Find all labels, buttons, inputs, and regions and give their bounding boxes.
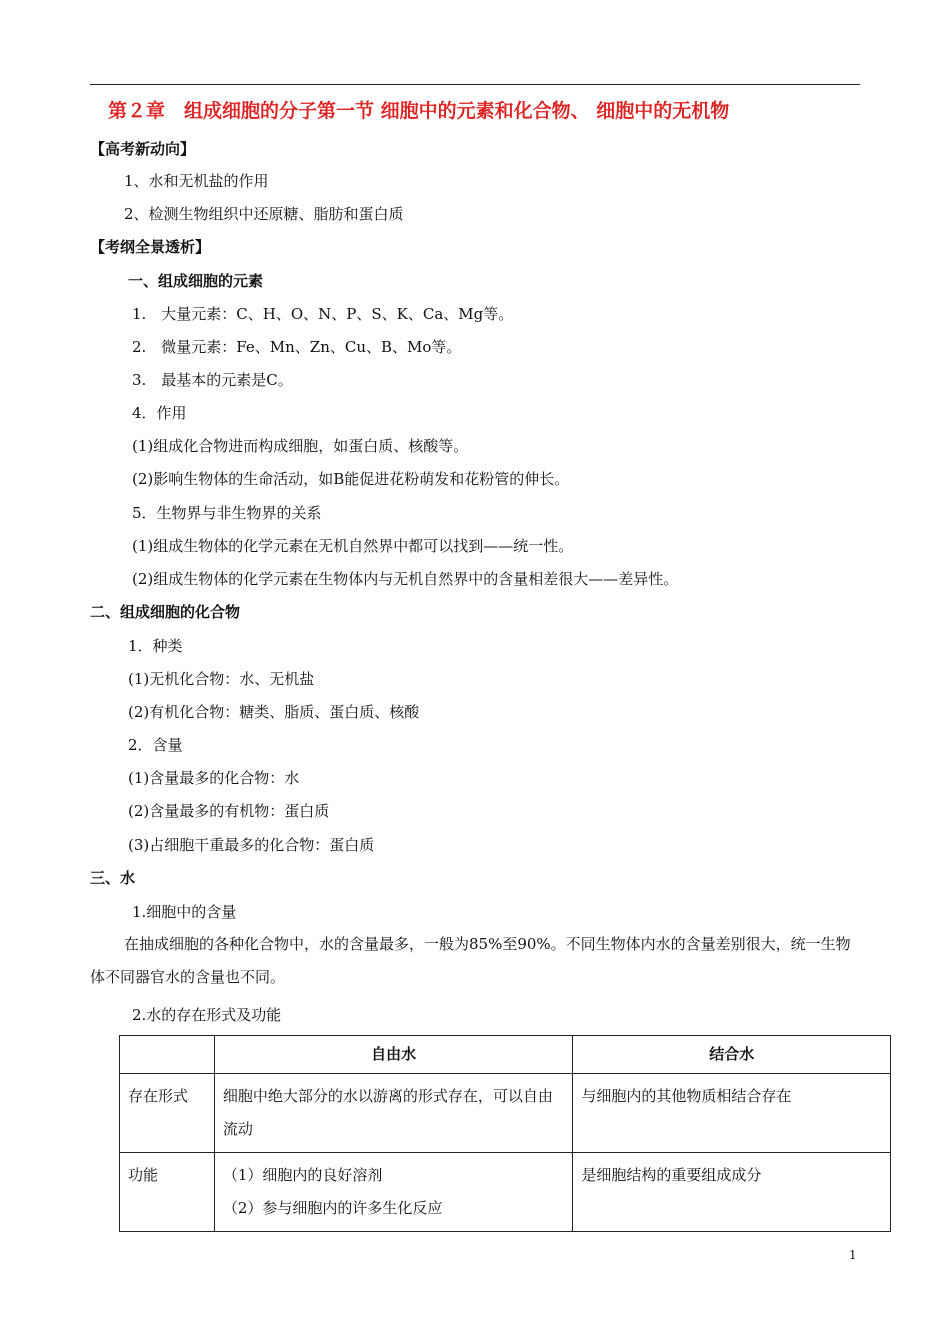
content-line: (2)组成生物体的化学元素在生物体内与无机自然界中的含量相差很大——差异性。 — [132, 570, 679, 588]
content-line: (3)占细胞干重最多的化合物：蛋白质 — [128, 836, 375, 854]
content-line: 1．种类 — [128, 637, 183, 655]
table-cell: 细胞中绝大部分的水以游离的形式存在，可以自由流动 — [214, 1074, 573, 1153]
section-heading: 二、组成细胞的化合物 — [90, 603, 241, 621]
table-row — [120, 1074, 891, 1153]
table-cell: 是细胞结构的重要组成成分 — [573, 1153, 891, 1232]
body-paragraph: 在抽成细胞的各种化合物中，水的含量最多，一般为85%至90%。不同生物体内水的含量差别很大，统一生物体不同器官水的含量也不同。 — [90, 935, 851, 986]
content-line: (1)组成生物体的化学元素在无机自然界中都可以找到——统一性。 — [132, 537, 574, 555]
function-item: （2）参与细胞内的许多生化反应 — [222, 1199, 443, 1217]
table-cell: 与细胞内的其他物质相结合存在 — [573, 1074, 891, 1153]
chapter-title: 第２章 组成细胞的分子第一节 细胞中的元素和化合物、 细胞中的无机物 — [108, 100, 730, 122]
water-forms-table — [119, 1035, 891, 1232]
table-cell — [214, 1153, 573, 1232]
content-line: (2)影响生物体的生命活动，如B能促进花粉萌发和花粉管的伸长。 — [132, 470, 570, 488]
content-line: (2)含量最多的有机物：蛋白质 — [128, 802, 330, 820]
content-line: 1. 大量元素：C、H、O、N、P、S、K、Ca、Mg等。 — [132, 305, 514, 323]
content-line: 4．作用 — [132, 404, 187, 422]
content-line: 2.水的存在形式及功能 — [132, 1006, 282, 1024]
table-row — [120, 1153, 891, 1232]
table-header-row — [120, 1036, 891, 1074]
content-line: 5．生物界与非生物界的关系 — [132, 504, 322, 522]
content-line: 3. 最基本的元素是C。 — [132, 371, 293, 389]
table-cell: 存在形式 — [120, 1074, 215, 1153]
content-line: (2)有机化合物：糖类、脂质、蛋白质、核酸 — [128, 703, 420, 721]
content-line: 2. 微量元素：Fe、Mn、Zn、Cu、B、Mo等。 — [132, 338, 462, 356]
content-line: 2．含量 — [128, 736, 183, 754]
outline-heading: 【考纲全景透析】 — [90, 238, 211, 256]
table-header-cell: 结合水 — [573, 1036, 891, 1074]
content-line: 1.细胞中的含量 — [132, 903, 237, 921]
table-cell: 功能 — [120, 1153, 215, 1232]
trend-item: 2、检测生物组织中还原糖、脂肪和蛋白质 — [124, 205, 404, 223]
table-header-cell: 自由水 — [214, 1036, 573, 1074]
trend-heading: 【高考新动向】 — [90, 140, 196, 158]
content-line: (1)无机化合物：水、无机盐 — [128, 670, 315, 688]
content-line: (1)含量最多的化合物：水 — [128, 769, 300, 787]
trend-item: 1、水和无机盐的作用 — [124, 172, 269, 190]
content-line: (1)组成化合物进而构成细胞，如蛋白质、核酸等。 — [132, 437, 469, 455]
header-rule — [90, 84, 860, 85]
function-list — [223, 1159, 565, 1225]
section-heading: 一、组成细胞的元素 — [128, 272, 264, 290]
function-item: （1）细胞内的良好溶剂 — [222, 1166, 383, 1184]
page-number: 1 — [849, 1248, 857, 1262]
table-header-cell — [120, 1036, 215, 1074]
section-heading: 三、水 — [90, 869, 136, 887]
